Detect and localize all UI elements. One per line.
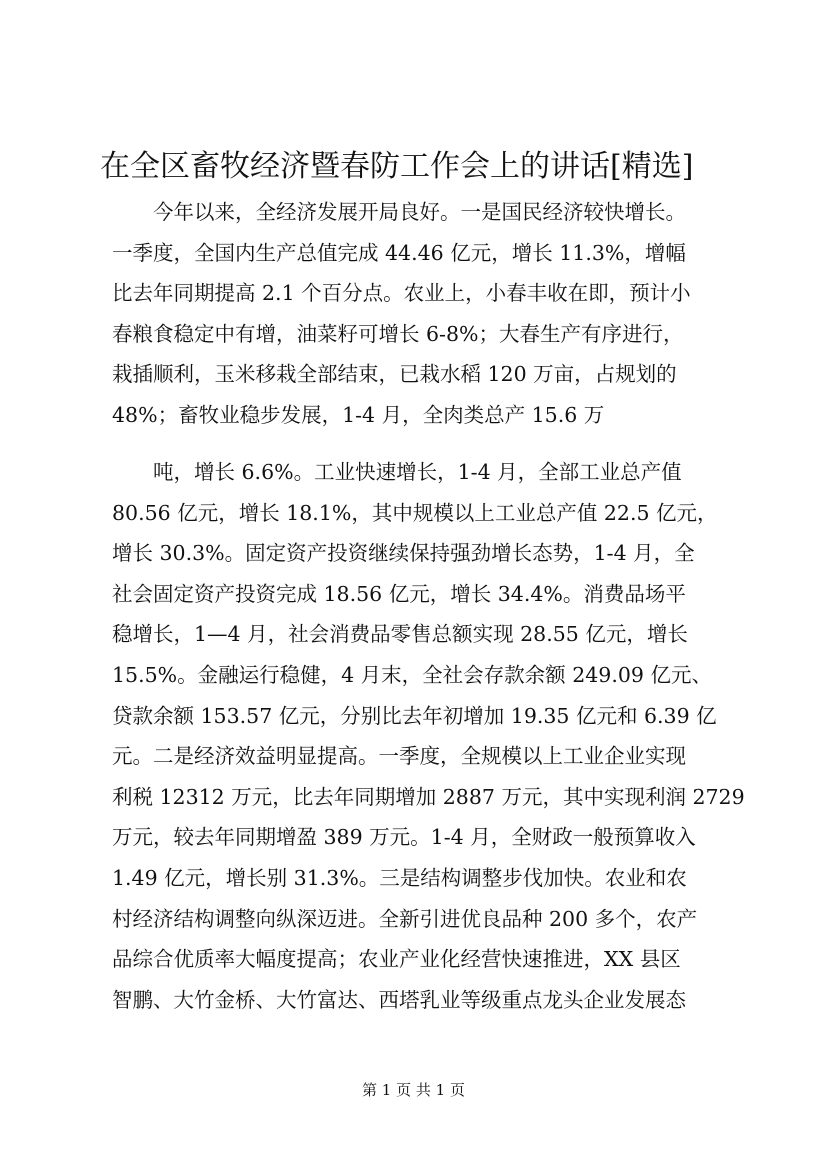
text-line: 比去年同期提高 2.1 个百分点。农业上，小春丰收在即，预计小: [112, 281, 691, 306]
text-line: 贷款余额 153.57 亿元，分别比去年初增加 19.35 亿元和 6.39 亿: [112, 703, 717, 728]
text-line: 智鹏、大竹金桥、大竹富达、西塔乳业等级重点龙头企业发展态: [112, 987, 686, 1012]
text-line: 品综合优质率大幅度提高；农业产业化经营快速推进，XX 县区: [112, 947, 681, 972]
text-line: 增长 30.3%。固定资产投资继续保持强劲增长态势，1-4 月，全: [112, 541, 695, 566]
text-line: 一季度，全国内生产总值完成 44.46 亿元，增长 11.3%，增幅: [112, 240, 686, 265]
text-line: 吨，增长 6.6%。工业快速增长，1-4 月，全部工业总产值: [153, 460, 682, 484]
text-line: 村经济结构调整向纵深迈进。全新引进优良品种 200 多个，农产: [112, 906, 698, 931]
text-line: 48%；畜牧业稳步发展，1-4 月，全肉类总产 15.6 万: [112, 402, 605, 427]
text-line: 春粮食稳定中有增，油菜籽可增长 6-8%；大春生产有序进行，: [112, 321, 684, 346]
text-line: 栽插顺利，玉米移栽全部结束，已栽水稻 120 万亩，占规划的: [112, 362, 677, 387]
text-line: 80.56 亿元，增长 18.1%，其中规模以上工业总产值 22.5 亿元，: [112, 500, 718, 525]
text-line: 15.5%。金融运行稳健，4 月末，全社会存款余额 249.09 亿元、: [112, 662, 712, 687]
document-title: 在全区畜牧经济暨春防工作会上的讲话[精选]: [100, 149, 694, 184]
text-line: 社会固定资产投资完成 18.56 亿元，增长 34.4%。消费品场平: [112, 581, 686, 606]
text-line: 今年以来，全经济发展开局良好。一是国民经济较快增长。: [153, 200, 686, 224]
page-number: 第 1 页 共 1 页: [362, 1081, 465, 1099]
text-line: 稳增长，1—4 月，社会消费品零售总额实现 28.55 亿元，增长: [112, 622, 688, 647]
text-line: 元。二是经济效益明显提高。一季度，全规模以上工业企业实现: [112, 744, 686, 769]
paragraph-2: [112, 452, 745, 1020]
text-line: 万元，较去年同期增盈 389 万元。1-4 月，全财政一般预算收入: [112, 825, 696, 850]
paragraph-1: [112, 192, 732, 436]
text-line: 1.49 亿元，增长别 31.3%。三是结构调整步伐加快。农业和农: [112, 865, 687, 890]
text-line: 利税 12312 万元，比去年同期增加 2887 万元，其中实现利润 2729: [112, 784, 745, 809]
